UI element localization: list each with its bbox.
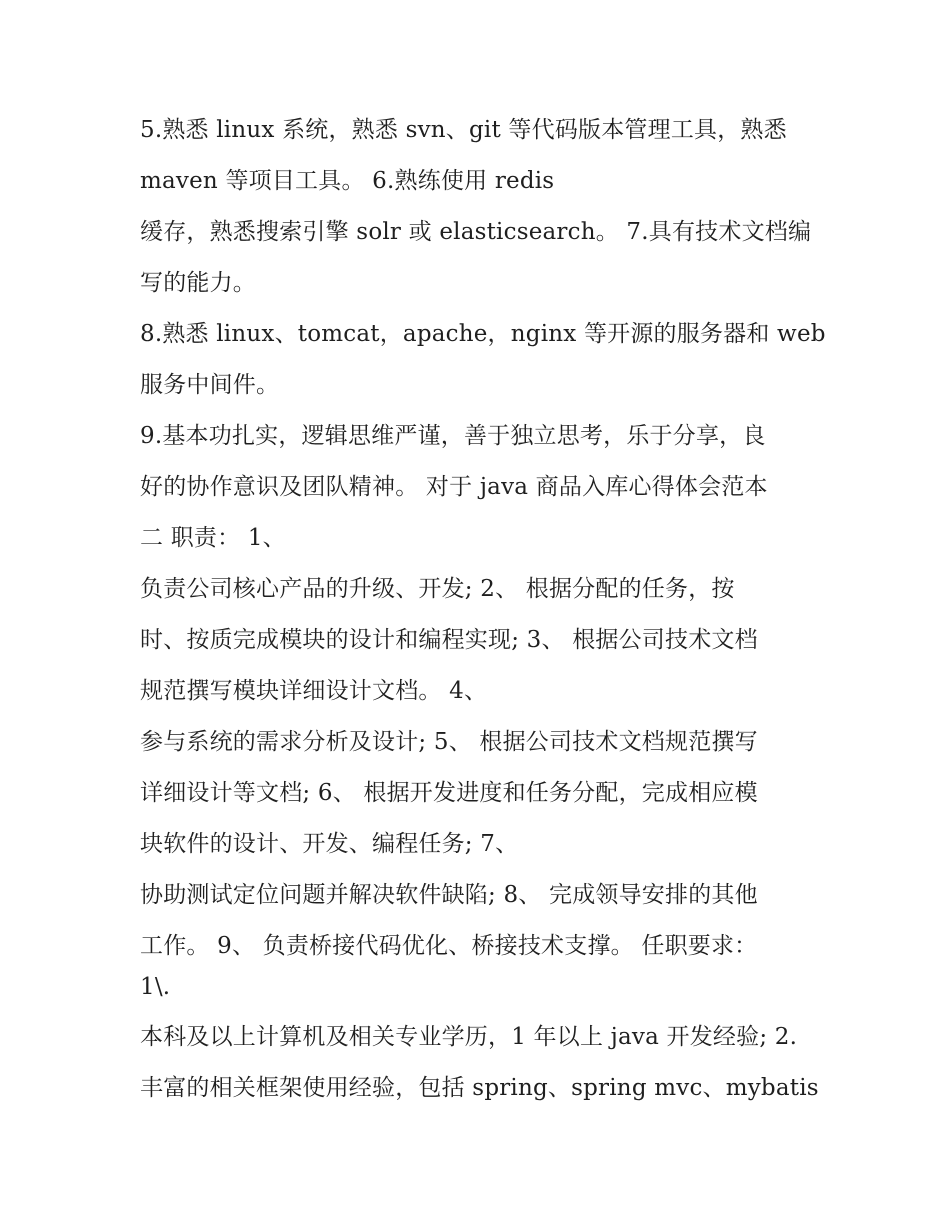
text-line: 规范撰写模块详细设计文档。 4、: [140, 678, 488, 704]
text-line: 1\.: [140, 974, 171, 1000]
text-line: 协助测试定位问题并解决软件缺陷; 8、 完成领导安排的其他: [140, 882, 758, 908]
text-line: 参与系统的需求分析及设计; 5、 根据公司技术文档规范撰写: [140, 729, 758, 755]
text-line: 服务中间件。: [140, 372, 280, 398]
text-line: 时、按质完成模块的设计和编程实现; 3、 根据公司技术文档: [140, 627, 758, 653]
text-line: 缓存，熟悉搜索引擎 solr 或 elasticsearch。 7.具有技术文档编: [140, 219, 812, 245]
text-line: 块软件的设计、开发、编程任务; 7、: [140, 831, 519, 857]
text-line: 负责公司核心产品的升级、开发; 2、 根据分配的任务，按: [140, 576, 735, 602]
text-line: 二 职责： 1、: [140, 525, 286, 551]
text-line: 9.基本功扎实，逻辑思维严谨，善于独立思考，乐于分享，良: [140, 423, 766, 449]
text-line: 5.熟悉 linux 系统，熟悉 svn、git 等代码版本管理工具，熟悉: [140, 117, 787, 143]
text-line: 8.熟悉 linux、tomcat，apache，nginx 等开源的服务器和 web: [140, 321, 826, 347]
text-line: 本科及以上计算机及相关专业学历，1 年以上 java 开发经验; 2.: [140, 1024, 798, 1050]
text-line: 详细设计等文档; 6、 根据开发进度和任务分配，完成相应模: [140, 780, 758, 806]
text-line: 写的能力。: [140, 270, 256, 296]
text-line: 好的协作意识及团队精神。 对于 java 商品入库心得体会范本: [140, 474, 768, 500]
text-line: maven 等项目工具。 6.熟练使用 redis: [140, 168, 555, 194]
text-line: 工作。 9、 负责桥接代码优化、桥接技术支撑。 任职要求：: [140, 933, 758, 959]
text-line: 丰富的相关框架使用经验，包括 spring、spring mvc、mybatis: [140, 1075, 819, 1101]
